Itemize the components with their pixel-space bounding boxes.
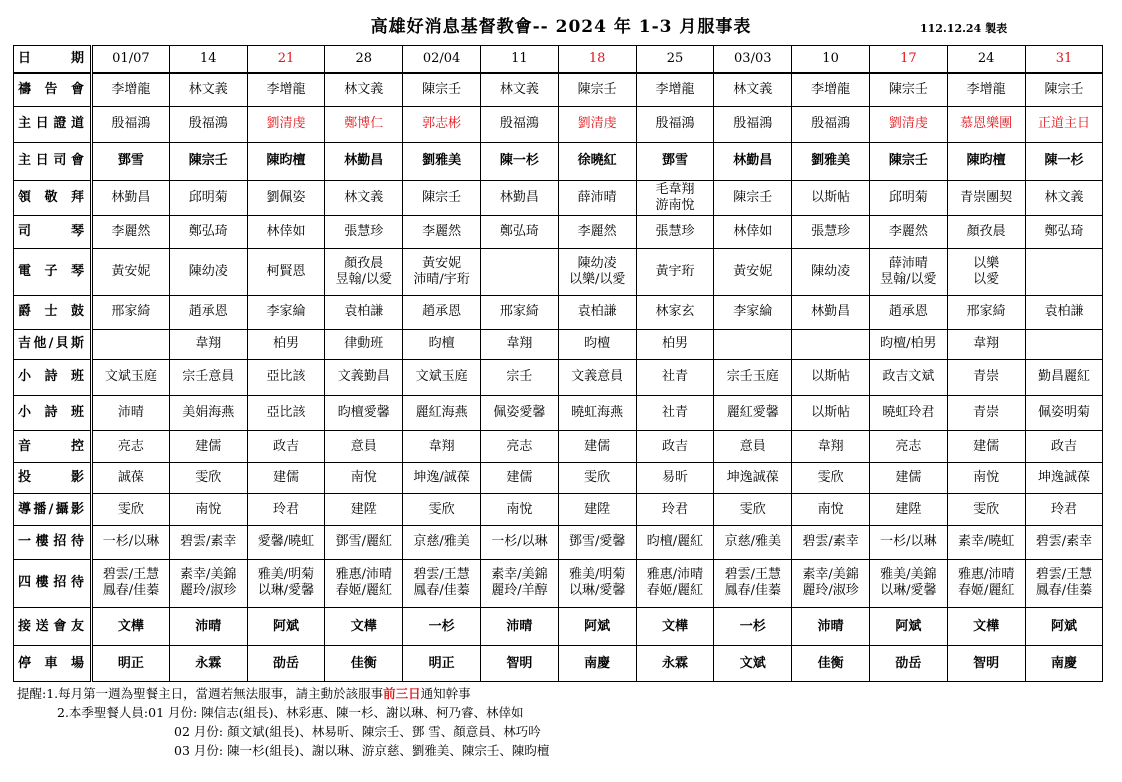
row-label: 爵 士 鼓 (14, 295, 92, 330)
schedule-cell: 素幸/曉虹 (947, 526, 1025, 560)
schedule-row (14, 330, 1103, 359)
schedule-cell: 鄭弘琦 (1025, 215, 1103, 249)
row-label: 音 控 (14, 431, 92, 463)
row-label: 接送會友 (14, 608, 92, 646)
schedule-cell: 張慧珍 (325, 215, 403, 249)
schedule-row (14, 142, 1103, 180)
schedule-row (14, 395, 1103, 431)
schedule-cell: 韋翔 (792, 431, 870, 463)
schedule-cell: 李麗然 (869, 215, 947, 249)
schedule-cell: 雯欣 (792, 462, 870, 494)
row-label: 主日司會 (14, 142, 92, 180)
schedule-row (14, 462, 1103, 494)
schedule-cell: 林勤昌 (92, 180, 170, 215)
schedule-cell: 南悅 (947, 462, 1025, 494)
note-line-2: 2.本季聖餐人員:01 月份: 陳信志(組長)、林彩惠、陳一杉、謝以琳、柯乃睿、林倖如 (57, 705, 524, 720)
schedule-cell: 青崇 (947, 359, 1025, 395)
schedule-cell: 宗壬 (480, 359, 558, 395)
schedule-cell: 阿斌 (558, 608, 636, 646)
schedule-cell: 建儒 (558, 431, 636, 463)
schedule-cell: 明正 (92, 646, 170, 682)
schedule-cell: 正道主日 (1025, 107, 1103, 143)
row-label: 停 車 場 (14, 646, 92, 682)
schedule-cell: 愛馨/曉虹 (247, 526, 325, 560)
schedule-cell: 智明 (947, 646, 1025, 682)
date-cell: 28 (325, 46, 403, 73)
schedule-cell: 碧雲/王慧 鳳春/佳蓁 (403, 559, 481, 607)
row-label: 一樓招待 (14, 526, 92, 560)
schedule-cell: 玲君 (247, 494, 325, 526)
row-label: 吉他/貝斯 (14, 330, 92, 359)
schedule-cell: 劉佩姿 (247, 180, 325, 215)
schedule-cell: 鄧雪 (92, 142, 170, 180)
schedule-cell: 雅惠/沛晴 春姬/麗紅 (325, 559, 403, 607)
schedule-cell: 雯欣 (558, 462, 636, 494)
schedule-cell: 南悅 (480, 494, 558, 526)
schedule-cell: 文樺 (636, 608, 714, 646)
schedule-cell: 雅惠/沛晴 春姬/麗紅 (636, 559, 714, 607)
schedule-cell: 阿斌 (247, 608, 325, 646)
schedule-cell: 京慈/雅美 (403, 526, 481, 560)
schedule-cell: 李麗然 (403, 215, 481, 249)
schedule-cell: 以斯帖 (792, 395, 870, 431)
schedule-cell (480, 249, 558, 295)
schedule-cell: 一杉 (714, 608, 792, 646)
schedule-cell: 邱明菊 (169, 180, 247, 215)
schedule-row (14, 107, 1103, 143)
schedule-cell: 陳一杉 (1025, 142, 1103, 180)
schedule-cell: 意員 (714, 431, 792, 463)
schedule-cell: 曉虹玲君 (869, 395, 947, 431)
schedule-cell: 李增龍 (792, 73, 870, 107)
schedule-cell: 顏孜晨 昱翰/以愛 (325, 249, 403, 295)
schedule-cell: 雅美/明菊 以琳/愛馨 (247, 559, 325, 607)
schedule-cell: 易昕 (636, 462, 714, 494)
schedule-cell: 誠葆 (92, 462, 170, 494)
schedule-cell: 京慈/雅美 (714, 526, 792, 560)
schedule-row (14, 526, 1103, 560)
schedule-cell: 毛韋翔 游南悅 (636, 180, 714, 215)
schedule-cell: 薛沛晴 (558, 180, 636, 215)
schedule-cell (92, 330, 170, 359)
date-cell: 24 (947, 46, 1025, 73)
schedule-cell: 林勤昌 (480, 180, 558, 215)
schedule-cell: 李麗然 (92, 215, 170, 249)
schedule-row (14, 646, 1103, 682)
schedule-cell: 沛晴 (480, 608, 558, 646)
row-label: 投 影 (14, 462, 92, 494)
schedule-cell: 鄭弘琦 (169, 215, 247, 249)
schedule-cell: 雯欣 (403, 494, 481, 526)
schedule-row (14, 180, 1103, 215)
date-cell: 18 (558, 46, 636, 73)
schedule-row (14, 494, 1103, 526)
row-label: 電 子 琴 (14, 249, 92, 295)
schedule-cell: 昀檀 (403, 330, 481, 359)
schedule-cell: 阿斌 (869, 608, 947, 646)
schedule-cell: 陳宗壬 (558, 73, 636, 107)
schedule-cell: 律動班 (325, 330, 403, 359)
schedule-cell: 陳幼凌 以樂/以愛 (558, 249, 636, 295)
schedule-cell: 碧雲/王慧 鳳春/佳蓁 (714, 559, 792, 607)
schedule-cell: 坤逸/誠葆 (403, 462, 481, 494)
schedule-cell: 雅美/明菊 以琳/愛馨 (558, 559, 636, 607)
date-cell: 10 (792, 46, 870, 73)
schedule-cell: 柏男 (636, 330, 714, 359)
schedule-cell: 一杉/以琳 (869, 526, 947, 560)
schedule-cell: 建陞 (558, 494, 636, 526)
schedule-cell: 社青 (636, 359, 714, 395)
schedule-cell: 阿斌 (1025, 608, 1103, 646)
schedule-cell: 黃宇珩 (636, 249, 714, 295)
schedule-cell: 李家綸 (714, 295, 792, 330)
date-cell: 14 (169, 46, 247, 73)
schedule-cell: 劉雅美 (403, 142, 481, 180)
schedule-cell: 雅美/美錦 以琳/愛馨 (869, 559, 947, 607)
schedule-cell: 南悅 (792, 494, 870, 526)
schedule-cell: 陳宗壬 (403, 180, 481, 215)
schedule-row (14, 295, 1103, 330)
schedule-cell: 文樺 (92, 608, 170, 646)
row-label: 領 敬 拜 (14, 180, 92, 215)
schedule-cell: 林倖如 (247, 215, 325, 249)
note-text: 提醒:1.每月第一週為聖餐主日，當週若無法服事，請主動於該服事 (17, 686, 384, 701)
schedule-cell: 劉清虔 (247, 107, 325, 143)
schedule-cell: 碧雲/素幸 (169, 526, 247, 560)
schedule-cell: 麗紅愛馨 (714, 395, 792, 431)
schedule-cell: 雯欣 (169, 462, 247, 494)
schedule-cell: 素幸/美錦 麗玲/淑珍 (792, 559, 870, 607)
schedule-cell: 袁柏謙 (558, 295, 636, 330)
schedule-cell: 陳幼凌 (169, 249, 247, 295)
schedule-cell: 殷福鴻 (169, 107, 247, 143)
schedule-cell: 薛沛晴 昱翰/以愛 (869, 249, 947, 295)
schedule-cell: 劉清虔 (869, 107, 947, 143)
schedule-cell: 林文義 (169, 73, 247, 107)
date-cell: 02/04 (403, 46, 481, 73)
schedule-cell: 永霖 (169, 646, 247, 682)
schedule-cell: 雯欣 (947, 494, 1025, 526)
schedule-cell: 佩姿愛馨 (480, 395, 558, 431)
schedule-cell: 亞比該 (247, 395, 325, 431)
schedule-cell: 劭岳 (869, 646, 947, 682)
schedule-cell: 黃安妮 (92, 249, 170, 295)
schedule-cell: 李增龍 (247, 73, 325, 107)
schedule-cell: 李增龍 (636, 73, 714, 107)
schedule-cell: 青崇團契 (947, 180, 1025, 215)
schedule-cell: 以斯帖 (792, 359, 870, 395)
schedule-cell: 鄧雪/麗紅 (325, 526, 403, 560)
row-label: 禱 告 會 (14, 73, 92, 107)
row-label: 主日證道 (14, 107, 92, 143)
schedule-cell: 袁柏謙 (325, 295, 403, 330)
schedule-cell: 趙承恩 (869, 295, 947, 330)
schedule-cell: 黃安妮 沛晴/宇珩 (403, 249, 481, 295)
schedule-cell: 明正 (403, 646, 481, 682)
schedule-cell: 麗紅海燕 (403, 395, 481, 431)
schedule-cell: 林勤昌 (792, 295, 870, 330)
schedule-cell: 昀檀/麗紅 (636, 526, 714, 560)
schedule-cell: 碧雲/素幸 (792, 526, 870, 560)
schedule-cell: 殷福鴻 (714, 107, 792, 143)
schedule-cell: 趙承恩 (169, 295, 247, 330)
note-line-4: 03 月份: 陳一杉(組長)、謝以琳、游京慈、劉雅美、陳宗壬、陳昀檀 (174, 743, 550, 758)
schedule-cell: 陳昀檀 (247, 142, 325, 180)
schedule-row (14, 215, 1103, 249)
schedule-cell: 陳宗壬 (1025, 73, 1103, 107)
schedule-cell: 沛晴 (792, 608, 870, 646)
schedule-cell: 李增龍 (92, 73, 170, 107)
schedule-cell: 曉虹海燕 (558, 395, 636, 431)
schedule-cell: 沛晴 (169, 608, 247, 646)
schedule-cell: 陳宗壬 (403, 73, 481, 107)
schedule-cell: 韋翔 (403, 431, 481, 463)
schedule-cell: 素幸/美錦 麗玲/羊醇 (480, 559, 558, 607)
schedule-cell (1025, 330, 1103, 359)
schedule-cell: 文義意員 (558, 359, 636, 395)
schedule-cell: 宗壬玉庭 (714, 359, 792, 395)
schedule-cell (792, 330, 870, 359)
row-label: 小 詩 班 (14, 359, 92, 395)
note-line-3: 02 月份: 顏文斌(組長)、林易昕、陳宗壬、鄧 雪、顏意員、林巧吟 (174, 724, 541, 739)
schedule-cell: 殷福鴻 (792, 107, 870, 143)
schedule-cell: 陳宗壬 (869, 73, 947, 107)
schedule-cell: 趙承恩 (403, 295, 481, 330)
schedule-cell: 袁柏謙 (1025, 295, 1103, 330)
schedule-cell: 碧雲/王慧 鳳春/佳蓁 (92, 559, 170, 607)
schedule-row (14, 359, 1103, 395)
schedule-cell: 政吉 (636, 431, 714, 463)
made-date-note: 112.12.24 製表 (920, 22, 1008, 35)
schedule-cell: 佩姿明菊 (1025, 395, 1103, 431)
schedule-cell: 劉雅美 (792, 142, 870, 180)
schedule-cell: 劉清虔 (558, 107, 636, 143)
schedule-cell: 政吉 (1025, 431, 1103, 463)
schedule-cell: 韋翔 (480, 330, 558, 359)
row-label: 導播/攝影 (14, 494, 92, 526)
schedule-cell: 郭志彬 (403, 107, 481, 143)
schedule-cell: 碧雲/王慧 鳳春/佳蓁 (1025, 559, 1103, 607)
note-text: 通知幹事 (420, 686, 471, 701)
schedule-cell: 建儒 (247, 462, 325, 494)
schedule-cell: 慕恩樂團 (947, 107, 1025, 143)
note-highlight: 前三日 (383, 686, 421, 701)
date-cell: 21 (247, 46, 325, 73)
schedule-cell: 亮志 (869, 431, 947, 463)
schedule-cell: 一杉/以琳 (92, 526, 170, 560)
schedule-cell: 邱明菊 (869, 180, 947, 215)
schedule-cell: 文義勤昌 (325, 359, 403, 395)
row-label: 日 期 (14, 46, 92, 73)
schedule-cell: 建儒 (480, 462, 558, 494)
schedule-row (14, 249, 1103, 295)
schedule-cell: 殷福鴻 (636, 107, 714, 143)
schedule-cell: 林勤昌 (714, 142, 792, 180)
schedule-cell: 林勤昌 (325, 142, 403, 180)
schedule-cell (714, 330, 792, 359)
schedule-cell: 坤逸誠葆 (714, 462, 792, 494)
schedule-cell: 韋翔 (169, 330, 247, 359)
schedule-cell: 文斌玉庭 (403, 359, 481, 395)
schedule-row (14, 73, 1103, 107)
schedule-cell: 美娟海燕 (169, 395, 247, 431)
schedule-cell: 建儒 (169, 431, 247, 463)
schedule-cell: 南慶 (1025, 646, 1103, 682)
row-label: 司 琴 (14, 215, 92, 249)
schedule-cell: 佳衡 (325, 646, 403, 682)
schedule-cell: 殷福鴻 (480, 107, 558, 143)
schedule-cell: 文斌玉庭 (92, 359, 170, 395)
schedule-cell: 素幸/美錦 麗玲/淑珍 (169, 559, 247, 607)
schedule-cell: 一杉 (403, 608, 481, 646)
schedule-cell: 鄧雪 (636, 142, 714, 180)
schedule-cell: 林文義 (714, 73, 792, 107)
schedule-cell: 社青 (636, 395, 714, 431)
date-cell: 31 (1025, 46, 1103, 73)
row-label: 小 詩 班 (14, 395, 92, 431)
schedule-cell: 建陞 (325, 494, 403, 526)
date-cell: 17 (869, 46, 947, 73)
schedule-cell: 亮志 (480, 431, 558, 463)
schedule-cell: 雅惠/沛晴 春姬/麗紅 (947, 559, 1025, 607)
schedule-cell: 政吉 (247, 431, 325, 463)
schedule-cell: 黃安妮 (714, 249, 792, 295)
schedule-cell: 徐曉紅 (558, 142, 636, 180)
schedule-cell: 以樂 以愛 (947, 249, 1025, 295)
date-cell: 11 (480, 46, 558, 73)
schedule-cell: 南悅 (325, 462, 403, 494)
schedule-cell: 建陞 (869, 494, 947, 526)
schedule-cell: 建儒 (869, 462, 947, 494)
schedule-cell: 林文義 (325, 180, 403, 215)
schedule-cell: 李家綸 (247, 295, 325, 330)
schedule-cell: 顏孜晨 (947, 215, 1025, 249)
schedule-cell: 張慧珍 (792, 215, 870, 249)
schedule-cell: 柏男 (247, 330, 325, 359)
page-title: 高雄好消息基督教會-- 2024 年 1-3 月服事表 (370, 17, 752, 37)
schedule-cell: 邢家綺 (480, 295, 558, 330)
schedule-row (14, 608, 1103, 646)
date-header-row (14, 46, 1103, 73)
schedule-cell: 李麗然 (558, 215, 636, 249)
schedule-cell: 文斌 (714, 646, 792, 682)
row-label: 四樓招待 (14, 559, 92, 607)
schedule-cell: 南悅 (169, 494, 247, 526)
schedule-table (13, 45, 1103, 682)
schedule-cell: 玲君 (636, 494, 714, 526)
schedule-cell: 鄭弘琦 (480, 215, 558, 249)
schedule-cell: 政吉文斌 (869, 359, 947, 395)
schedule-cell: 林倖如 (714, 215, 792, 249)
schedule-cell: 佳衡 (792, 646, 870, 682)
date-cell: 01/07 (92, 46, 170, 73)
note-line-1 (17, 684, 483, 703)
schedule-cell: 亞比該 (247, 359, 325, 395)
schedule-cell: 雯欣 (92, 494, 170, 526)
schedule-cell: 林文義 (1025, 180, 1103, 215)
schedule-cell: 昀檀愛馨 (325, 395, 403, 431)
schedule-cell: 林家玄 (636, 295, 714, 330)
schedule-cell: 邢家綺 (92, 295, 170, 330)
schedule-cell: 意員 (325, 431, 403, 463)
date-cell: 25 (636, 46, 714, 73)
schedule-cell (1025, 249, 1103, 295)
schedule-cell: 永霖 (636, 646, 714, 682)
schedule-cell: 鄭博仁 (325, 107, 403, 143)
schedule-cell: 柯賢恩 (247, 249, 325, 295)
schedule-cell: 陳宗壬 (169, 142, 247, 180)
schedule-cell: 沛晴 (92, 395, 170, 431)
schedule-cell: 劭岳 (247, 646, 325, 682)
schedule-row (14, 431, 1103, 463)
schedule-cell: 以斯帖 (792, 180, 870, 215)
schedule-cell: 林文義 (480, 73, 558, 107)
date-cell: 03/03 (714, 46, 792, 73)
schedule-cell: 玲君 (1025, 494, 1103, 526)
schedule-cell: 昀檀 (558, 330, 636, 359)
schedule-cell: 亮志 (92, 431, 170, 463)
notes-block (17, 684, 550, 760)
schedule-cell: 雯欣 (714, 494, 792, 526)
schedule-cell: 昀檀/柏男 (869, 330, 947, 359)
schedule-cell: 陳宗壬 (714, 180, 792, 215)
schedule-row (14, 559, 1103, 607)
schedule-cell: 勤昌麗紅 (1025, 359, 1103, 395)
schedule-cell: 陳昀檀 (947, 142, 1025, 180)
schedule-cell: 智明 (480, 646, 558, 682)
schedule-cell: 林文義 (325, 73, 403, 107)
schedule-cell: 文樺 (947, 608, 1025, 646)
schedule-cell: 陳幼凌 (792, 249, 870, 295)
schedule-cell: 建儒 (947, 431, 1025, 463)
schedule-cell: 張慧珍 (636, 215, 714, 249)
schedule-cell: 文樺 (325, 608, 403, 646)
schedule-cell: 殷福鴻 (92, 107, 170, 143)
schedule-cell: 宗壬意員 (169, 359, 247, 395)
schedule-cell: 邢家綺 (947, 295, 1025, 330)
schedule-cell: 碧雲/素幸 (1025, 526, 1103, 560)
schedule-cell: 陳一杉 (480, 142, 558, 180)
schedule-cell: 鄧雪/愛馨 (558, 526, 636, 560)
schedule-cell: 陳宗壬 (869, 142, 947, 180)
schedule-cell: 一杉/以琳 (480, 526, 558, 560)
schedule-cell: 青崇 (947, 395, 1025, 431)
schedule-cell: 韋翔 (947, 330, 1025, 359)
schedule-cell: 南慶 (558, 646, 636, 682)
schedule-cell: 李增龍 (947, 73, 1025, 107)
schedule-cell: 坤逸誠葆 (1025, 462, 1103, 494)
